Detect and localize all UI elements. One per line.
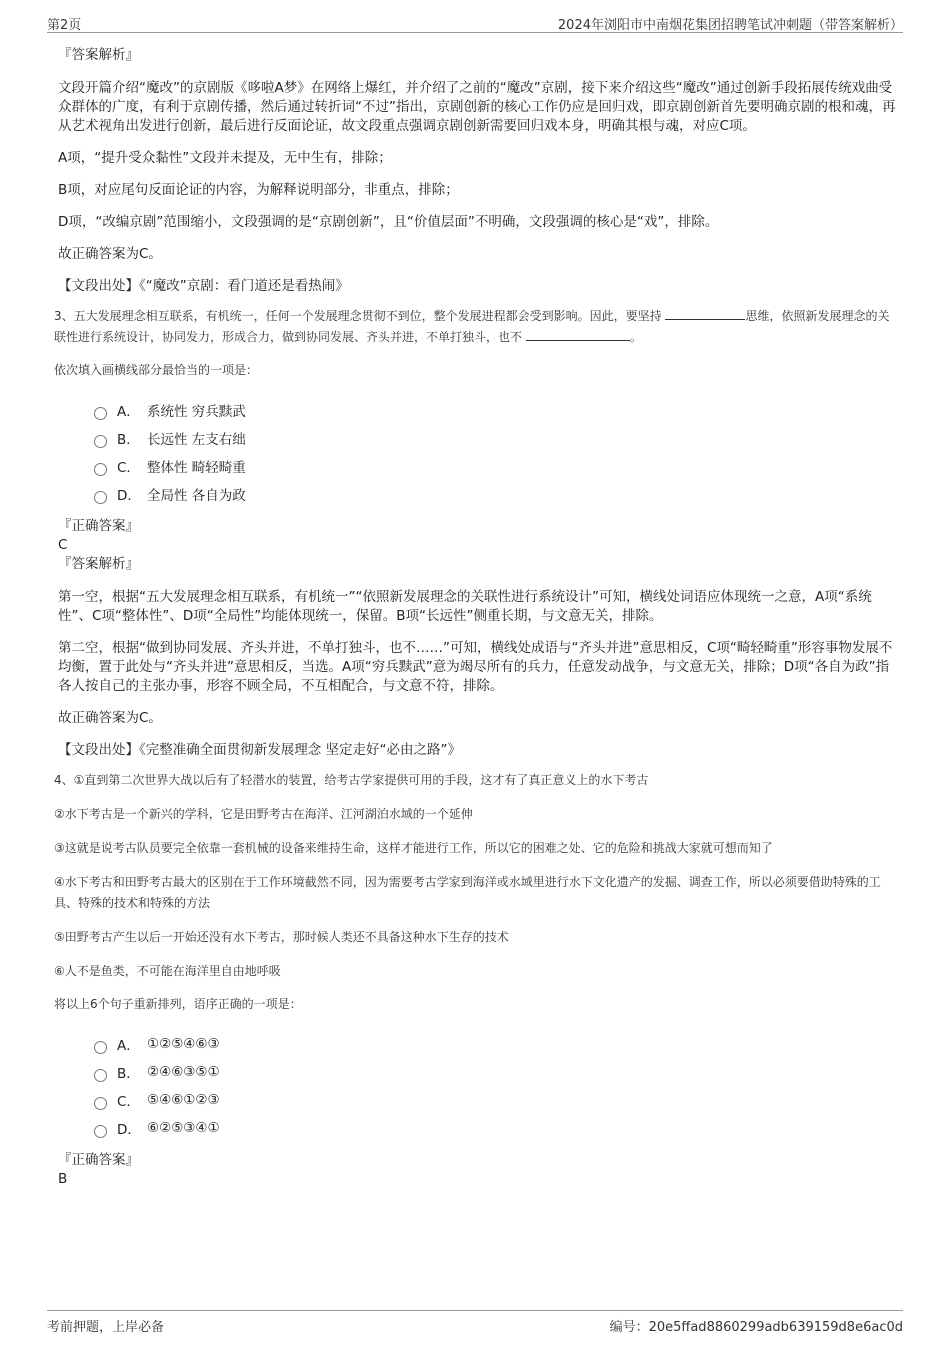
page-content [54, 46, 896, 1189]
document-title: 2024年浏阳市中南烟花集团招聘笔试冲刺题（带答案解析） [557, 18, 903, 33]
footer-code [610, 1316, 903, 1335]
q4-options [94, 1030, 896, 1142]
q4-sentence-1: 4、①直到第二次世界大战以后有了轻潜水的装置，给考古学家提供可用的手段，这才有了真正意义上的水下考古 [54, 773, 649, 787]
q4-correct-label: 『正确答案』 [58, 1152, 139, 1168]
page-header [47, 10, 903, 33]
q4-sentence-4: ④水下考古和田野考古最大的区别在于工作环境截然不同，因为需要考古学家到海洋或水域里进行水下文化遗产的发掘、调查工作，所以必须要借助特殊的工具、特殊的技术和特殊的方法 [54, 875, 881, 910]
q4-sentence-2: ②水下考古是一个新兴的学科，它是田野考古在海洋、江河湖泊水域的一个延伸 [54, 807, 473, 821]
q4-option-c[interactable]: C． ⑤④⑥①②③ [94, 1086, 896, 1114]
q2-analysis-p4: D项，“改编京剧”范围缩小，文段强调的是“京剧创新”，且“价值层面”不明确，文段强调的核心是“戏”，排除。 [58, 214, 719, 230]
q2-analysis-p5: 故正确答案为C。 [58, 246, 162, 262]
q4-option-b[interactable]: B． ②④⑥③⑤① [94, 1058, 896, 1086]
q2-source: 【文段出处】《“魔改”京剧：看门道还是看热闹》 [58, 278, 349, 294]
footer-code-value: 20e5ffad8860299adb639159d8e6ac0d [648, 1320, 903, 1335]
q4-sentence-5: ⑤田野考古产生以后一开始还没有水下考古，那时候人类还不具备这种水下生存的技术 [54, 930, 509, 944]
q4-correct-answer: B [58, 1171, 68, 1187]
q2-analysis-label: 『答案解析』 [58, 47, 139, 63]
radio-icon[interactable] [94, 1041, 107, 1054]
q4-option-d[interactable]: D． ⑥②⑤③④① [94, 1114, 896, 1142]
q3-stem [54, 306, 896, 348]
radio-icon[interactable] [94, 407, 107, 420]
radio-icon[interactable] [94, 1125, 107, 1138]
q3-stem-part-c: 。 [629, 330, 642, 344]
q3-blank-2 [526, 328, 630, 341]
q4-sentence-6: ⑥人不是鱼类，不可能在海洋里自由地呼吸 [54, 964, 281, 978]
q2-analysis-p3: B项，对应尾句反面论证的内容，为解释说明部分，非重点，排除； [58, 182, 459, 198]
page-footer [47, 1310, 903, 1333]
q3-analysis-p2: 第二空，根据“做到协同发展、齐头并进，不单打独斗，也不……”可知，横线处成语与“齐头并进”意思相反，C项“畸轻畸重”形容事物发展不均衡，置于此处与“齐头并进”意思相反，当选。A项“穷兵黩武”意为竭尽所有的兵力，任意发动战争，与文意无关，排除；D项“各自为政”指各人按自己的主张办事，形容不顾全局，不互相配合，与文意不符，排除。 [58, 640, 893, 694]
radio-icon[interactable] [94, 491, 107, 504]
q3-stem-part-a: 3、五大发展理念相互联系，有机统一，任何一个发展理念贯彻不到位，整个发展进程都会受到影响。因此，要坚持 [54, 309, 662, 323]
q3-correct-answer: C [58, 537, 68, 553]
q3-option-a[interactable]: A． 系统性 穷兵黩武 [94, 396, 896, 424]
q3-option-c[interactable]: C． 整体性 畸轻畸重 [94, 452, 896, 480]
q3-option-b[interactable]: B． 长远性 左支右绌 [94, 424, 896, 452]
q4-sentence-3: ③这就是说考古队员要完全依靠一套机械的设备来维持生命，这样才能进行工作，所以它的困难之处、它的危险和挑战大家就可想而知了 [54, 841, 773, 855]
q3-analysis-p3: 故正确答案为C。 [58, 710, 162, 726]
q3-prompt: 依次填入画横线部分最恰当的一项是： [54, 363, 259, 377]
q3-analysis-p1: 第一空，根据“五大发展理念相互联系，有机统一”“依照新发展理念的关联性进行系统设计”可知，横线处词语应体现统一之意，A项“系统性”、C项“整体性”、D项“全局性”均能体现统一，保留。B项“长远性”侧重长期，与文意无关，排除。 [58, 589, 872, 624]
q3-blank-1 [665, 307, 745, 320]
q2-analysis-p1: 文段开篇介绍“魔改”的京剧版《哆啦A梦》在网络上爆红，并介绍了之前的“魔改”京剧，接下来介绍这些“魔改”通过创新手段拓展传统戏曲受众群体的广度，有利于京剧传播，然后通过转折词“不过”指出，京剧创新的核心工作仍应是回归戏，即京剧创新首先要明确京剧的根和魂，再从艺术视角出发进行创新，最后进行反面论证，故文段重点强调京剧创新需要回归戏本身，明确其根与魂，对应C项。 [58, 80, 896, 134]
q3-stem-part-b: 思维，依照新发展理念的关联性进行系统设计，协同发力，形成合力，做到协同发展、齐头并进，不单打独斗，也不 [54, 309, 890, 344]
q3-correct-label: 『正确答案』 [58, 518, 139, 534]
q3-options [94, 396, 896, 508]
q4-prompt: 将以上6个句子重新排列，语序正确的一项是： [54, 997, 302, 1011]
radio-icon[interactable] [94, 1097, 107, 1110]
q4-option-a[interactable]: A． ①②⑤④⑥③ [94, 1030, 896, 1058]
radio-icon[interactable] [94, 463, 107, 476]
footer-code-label: 编号： [609, 1320, 649, 1335]
q3-source: 【文段出处】《完整准确全面贯彻新发展理念 坚定走好“必由之路”》 [58, 742, 462, 758]
radio-icon[interactable] [94, 435, 107, 448]
q3-option-d[interactable]: D． 全局性 各自为政 [94, 480, 896, 508]
footer-slogan: 考前押题，上岸必备 [47, 1320, 165, 1335]
radio-icon[interactable] [94, 1069, 107, 1082]
q3-analysis-label: 『答案解析』 [58, 556, 139, 572]
q2-analysis-p2: A项，“提升受众黏性”文段并未提及，无中生有，排除； [58, 150, 392, 166]
page-number: 第2页 [47, 18, 82, 33]
